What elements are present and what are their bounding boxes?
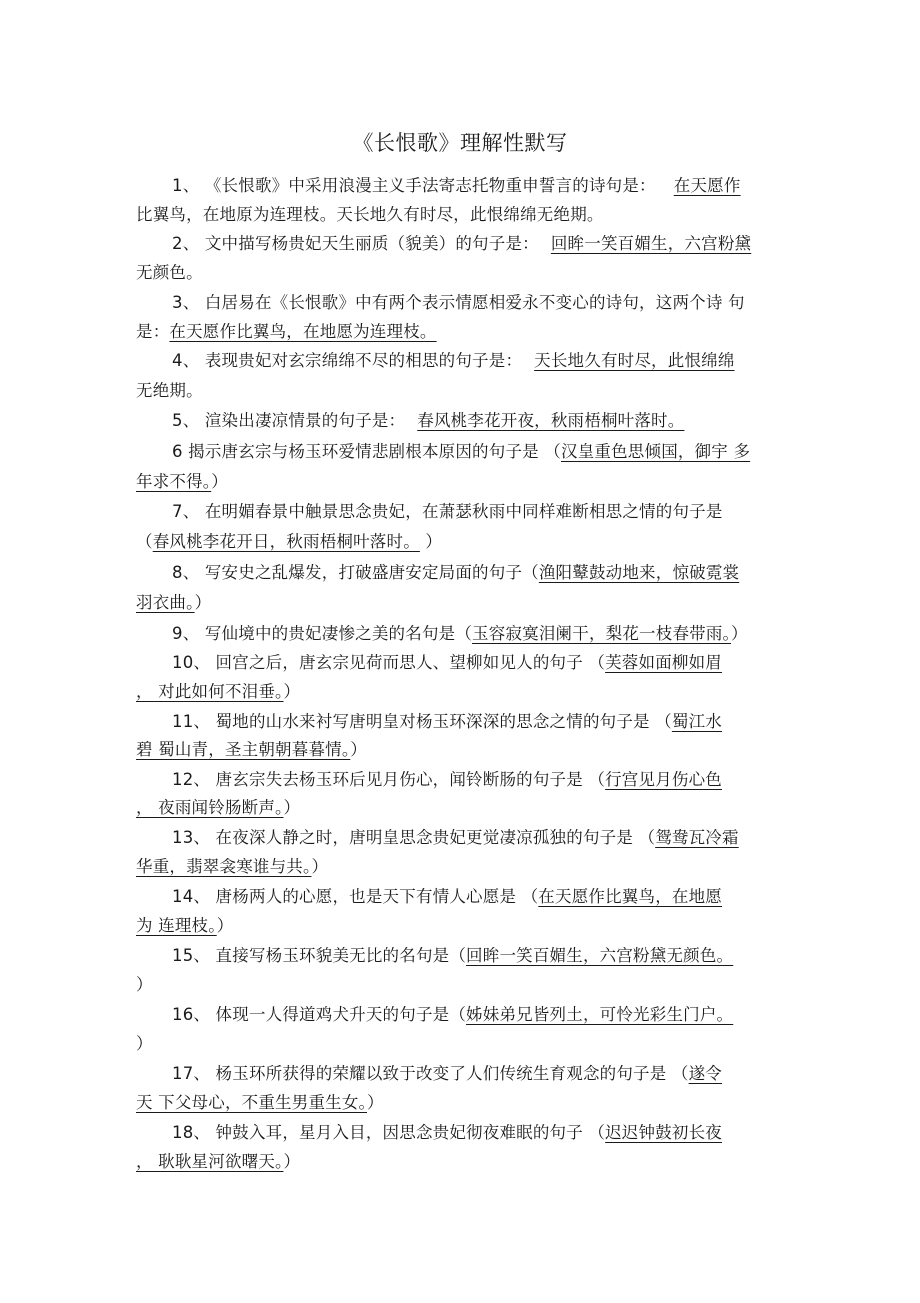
item-13-line-1 [172,826,739,850]
item-16-suffix: ） [136,1034,153,1053]
item-7-prefix: （ [136,532,153,551]
item-16-prompt: 16、 体现一人得道鸡犬升天的句子是（ [172,1005,467,1024]
item-7-line-2 [136,530,442,554]
item-1-answer-part-1: 在天愿作 [673,176,741,195]
item-7-prompt: 7、 在明媚春景中触景思念贵妃，在萧瑟秋雨中同样难断相思之情的句子是 [172,502,723,521]
item-14-answer-part-2: 为 连理枝。 [136,916,217,935]
item-18-suffix: ） [283,1152,301,1171]
item-10-prompt: 10、 回宫之后，唐玄宗见荷而思人、望柳如见人的句子 （ [172,653,606,672]
item-9-prompt: 9、 写仙境中的贵妃凄惨之美的名句是（ [172,624,473,643]
item-17-line-1 [172,1062,722,1086]
item-11-answer-part-1: 蜀江水 [671,712,722,731]
item-11-answer-part-2: 碧 蜀山青，圣主朝朝暮暮情。 [136,740,351,759]
item-8-line-1 [172,561,739,585]
item-10-answer-part-1: 芙蓉如面柳如眉 [605,653,722,672]
item-4-line-1 [172,349,735,373]
item-12-prompt: 12、 唐玄宗失去杨玉环后见月伤心，闻铃断肠的句子是 （ [172,770,606,789]
item-7-suffix: ） [419,532,443,551]
item-18-line-1 [172,1121,722,1145]
item-16-answer: 姊妹弟兄皆列土，可怜光彩生门户。 [466,1005,734,1024]
item-4-prompt: 4、 表现贵妃对玄宗绵绵不尽的相思的句子是： [172,351,523,370]
item-6-suffix: ） [211,472,228,491]
item-6-line-2 [136,470,228,494]
item-17-line-2 [136,1091,384,1115]
item-14-suffix: ） [216,916,234,935]
item-8-line-2 [136,591,211,615]
item-2-line-1 [172,232,751,256]
item-8-prompt: 8、 写安史之乱爆发，打破盛唐安定局面的句子（ [172,563,539,582]
item-5-line-1 [172,409,684,433]
item-12-line-2 [136,796,300,820]
item-11-prompt: 11、 蜀地的山水来衬写唐明皇对杨玉环深深的思念之情的句子是 （ [172,712,672,731]
item-16-line-2 [136,1032,153,1056]
item-5-prompt: 5、 渲染出凄凉情景的句子是： [172,411,406,430]
item-13-suffix: ） [311,857,329,876]
item-1-line-2 [136,203,604,227]
item-11-suffix: ） [350,740,367,759]
item-8-suffix: ） [194,593,212,612]
item-16-line-1 [172,1003,733,1027]
item-3-prefix: 是： [136,322,170,341]
item-13-answer-part-1: 鸳鸯瓦冷霜 [655,828,739,847]
item-3-prompt: 3、 白居易在《长恨歌》中有两个表示情愿相爱永不变心的诗句，这两个诗 句 [172,293,745,312]
item-9-line-1 [172,622,748,646]
item-10-line-2 [136,680,300,704]
item-3-line-2 [136,320,437,344]
item-2-prompt: 2、 文中描写杨贵妃天生丽质（貌美）的句子是： [172,234,539,253]
item-17-prompt: 17、 杨玉环所获得的荣耀以致于改变了人们传统生育观念的句子是 （ [172,1064,689,1083]
item-13-prompt: 13、 在夜深人静之时，唐明皇思念贵妃更觉凄凉孤独的句子是 （ [172,828,656,847]
item-12-line-1 [172,768,722,792]
item-6-prompt: 6 揭示唐玄宗与杨玉环爱情悲剧根本原因的句子是 （ [172,442,561,461]
item-9-suffix: ） [731,624,748,643]
item-14-line-2 [136,914,233,938]
item-7-answer: 春风桃李花开日，秋雨梧桐叶落时。 [152,532,420,551]
item-15-line-2 [136,973,153,997]
item-5-answer: 春风桃李花开夜，秋雨梧桐叶落时。 [417,411,685,430]
item-1-line-1 [172,174,741,198]
item-11-line-1 [172,710,722,734]
item-6-answer-part-1: 汉皇重色思倾国，御宇 多 [561,442,751,461]
item-11-line-2 [136,738,367,762]
item-18-line-2 [136,1150,300,1174]
item-9-answer: 玉容寂寞泪阑干，梨花一枝春带雨。 [472,624,731,643]
item-15-suffix: ） [136,975,153,994]
item-3-line-1 [172,291,745,315]
item-13-answer-part-2: 华重，翡翠衾寒谁与共。 [136,857,312,876]
item-15-line-1 [172,944,733,968]
item-1-answer-part-2: 比翼鸟，在地原为连理枝。天长地久有时尽，此恨绵绵无绝期。 [136,205,604,224]
item-7-line-1 [172,500,723,524]
item-14-prompt: 14、 唐杨两人的心愿，也是天下有情人心愿是 （ [172,887,539,906]
item-10-suffix: ） [283,682,301,701]
item-10-line-1 [172,651,722,675]
item-1-prompt: 1、 《长恨歌》中采用浪漫主义手法寄志托物重申誓言的诗句是： [172,176,656,195]
item-2-line-2 [136,261,203,285]
item-12-answer-part-1: 行宫见月伤心色 [605,770,722,789]
item-6-answer-part-2: 年求不得。 [136,472,212,491]
item-18-answer-part-2: ， 耿耿星河欲曙天。 [136,1152,284,1171]
item-14-answer-part-1: 在天愿作比翼鸟，在地愿 [538,887,722,906]
item-6-line-1 [172,440,750,464]
item-15-answer: 回眸一笑百媚生，六宫粉黛无颜色。 [466,946,734,965]
item-17-answer-part-1: 遂令 [688,1064,722,1083]
item-18-prompt: 18、 钟鼓入耳，星月入目，因思念贵妃彻夜难眠的句子 （ [172,1123,606,1142]
item-18-answer-part-1: 迟迟钟鼓初长夜 [605,1123,722,1142]
item-2-answer-part-2: 无颜色。 [136,263,203,282]
item-4-answer-part-2: 无绝期。 [136,381,203,400]
item-12-answer-part-2: ， 夜雨闻铃肠断声。 [136,798,284,817]
item-17-answer-part-2: 天 下父母心，不重生男重生女。 [136,1093,367,1112]
item-8-answer-part-1: 渔阳鼙鼓动地来，惊破霓裳 [538,563,740,582]
item-2-answer-part-1: 回眸一笑百媚生，六宫粉黛 [550,234,752,253]
item-12-suffix: ） [283,798,301,817]
item-14-line-1 [172,885,722,909]
item-4-answer-part-1: 天长地久有时尽，此恨绵绵 [534,351,735,370]
page-title: 《长恨歌》理解性默写 [352,131,568,155]
item-13-line-2 [136,855,328,879]
item-3-answer: 在天愿作比翼鸟，在地愿为连理枝。 [169,322,437,341]
item-17-suffix: ） [367,1093,384,1112]
item-15-prompt: 15、 直接写杨玉环貌美无比的名句是（ [172,946,467,965]
item-10-answer-part-2: ， 对此如何不泪垂。 [136,682,284,701]
item-8-answer-part-2: 羽衣曲。 [136,593,195,612]
item-4-line-2 [136,379,203,403]
